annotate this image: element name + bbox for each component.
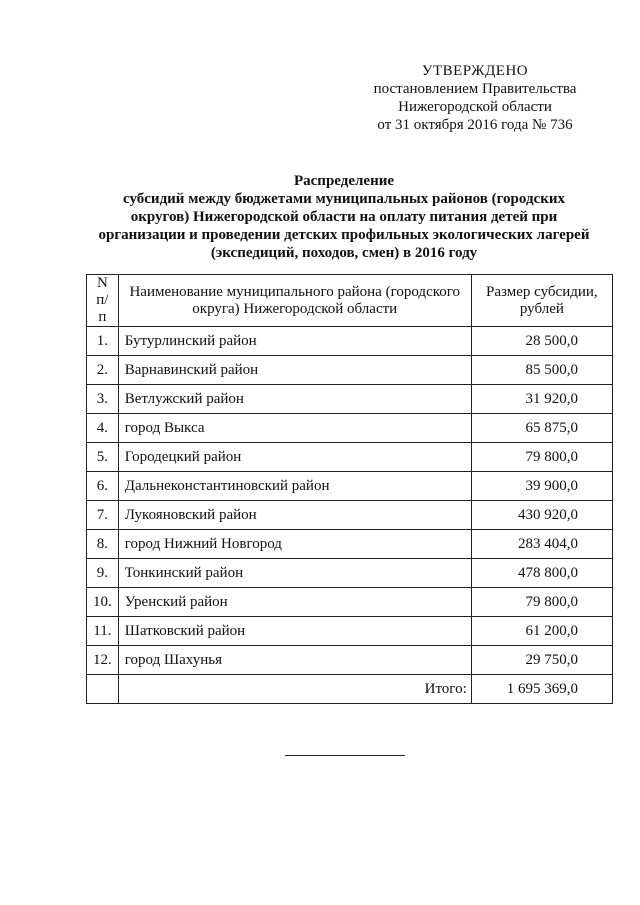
row-number: 5.	[87, 443, 119, 472]
row-number: 3.	[87, 385, 119, 414]
row-number: 10.	[87, 588, 119, 617]
district-name: Варнавинский район	[118, 356, 471, 385]
district-name: Уренский район	[118, 588, 471, 617]
row-number: 2.	[87, 356, 119, 385]
table-header-row	[87, 275, 613, 327]
subsidy-amount: 61 200,0	[471, 617, 612, 646]
subsidy-amount: 85 500,0	[471, 356, 612, 385]
table-total-row	[87, 675, 613, 704]
approval-stamp	[360, 62, 590, 134]
header-district-name: Наименование муниципального района (городского округа) Нижегородской области	[118, 275, 471, 327]
header-subsidy-amount: Размер субсидии, рублей	[471, 275, 612, 327]
district-name: Дальнеконстантиновский район	[118, 472, 471, 501]
district-name: город Шахунья	[118, 646, 471, 675]
district-name: Ветлужский район	[118, 385, 471, 414]
approval-title: УТВЕРЖДЕНО	[421, 63, 529, 79]
subsidy-amount: 65 875,0	[471, 414, 612, 443]
subsidy-amount: 31 920,0	[471, 385, 612, 414]
table-row	[87, 472, 613, 501]
row-number: 9.	[87, 559, 119, 588]
district-name: Лукояновский район	[118, 501, 471, 530]
district-name: Бутурлинский район	[118, 327, 471, 356]
subsidies-table	[86, 274, 613, 704]
table-row	[87, 559, 613, 588]
subsidy-amount: 39 900,0	[471, 472, 612, 501]
district-name: город Выкса	[118, 414, 471, 443]
subsidy-amount: 283 404,0	[471, 530, 612, 559]
table-row	[87, 356, 613, 385]
document-title-line: (экспедиций, походов, смен) в 2016 году	[210, 245, 478, 261]
row-number: 1.	[87, 327, 119, 356]
subsidy-amount: 28 500,0	[471, 327, 612, 356]
table-row	[87, 501, 613, 530]
row-number: 12.	[87, 646, 119, 675]
table-row	[87, 414, 613, 443]
row-number: 11.	[87, 617, 119, 646]
row-number: 4.	[87, 414, 119, 443]
district-name: Шатковский район	[118, 617, 471, 646]
total-empty-cell	[87, 675, 119, 704]
document-title-line: округов) Нижегородской области на оплату питания детей при	[130, 209, 558, 225]
subsidy-amount: 79 800,0	[471, 443, 612, 472]
document-title	[80, 172, 608, 262]
subsidy-amount: 29 750,0	[471, 646, 612, 675]
approval-line: Нижегородской области	[398, 99, 552, 115]
district-name: Тонкинский район	[118, 559, 471, 588]
subsidy-amount: 79 800,0	[471, 588, 612, 617]
document-title-line: организации и проведении детских профильных экологических лагерей	[98, 227, 590, 243]
document-title-line: Распределение	[293, 173, 395, 189]
subsidy-amount: 430 920,0	[471, 501, 612, 530]
approval-date-number: от 31 октября 2016 года № 736	[377, 117, 573, 133]
subsidy-amount: 478 800,0	[471, 559, 612, 588]
total-label: Итого:	[118, 675, 471, 704]
table-row	[87, 530, 613, 559]
document-title-line: субсидий между бюджетами муниципальных районов (городских	[123, 191, 565, 207]
table-row	[87, 617, 613, 646]
row-number: 7.	[87, 501, 119, 530]
district-name: город Нижний Новгород	[118, 530, 471, 559]
header-number: N п/п	[87, 275, 119, 327]
approval-line: постановлением Правительства	[373, 81, 577, 97]
total-amount: 1 695 369,0	[471, 675, 612, 704]
row-number: 6.	[87, 472, 119, 501]
table-row	[87, 588, 613, 617]
table-row	[87, 646, 613, 675]
table-row	[87, 385, 613, 414]
district-name: Городецкий район	[118, 443, 471, 472]
closing-divider	[285, 755, 405, 756]
table-row	[87, 443, 613, 472]
row-number: 8.	[87, 530, 119, 559]
table-row	[87, 327, 613, 356]
